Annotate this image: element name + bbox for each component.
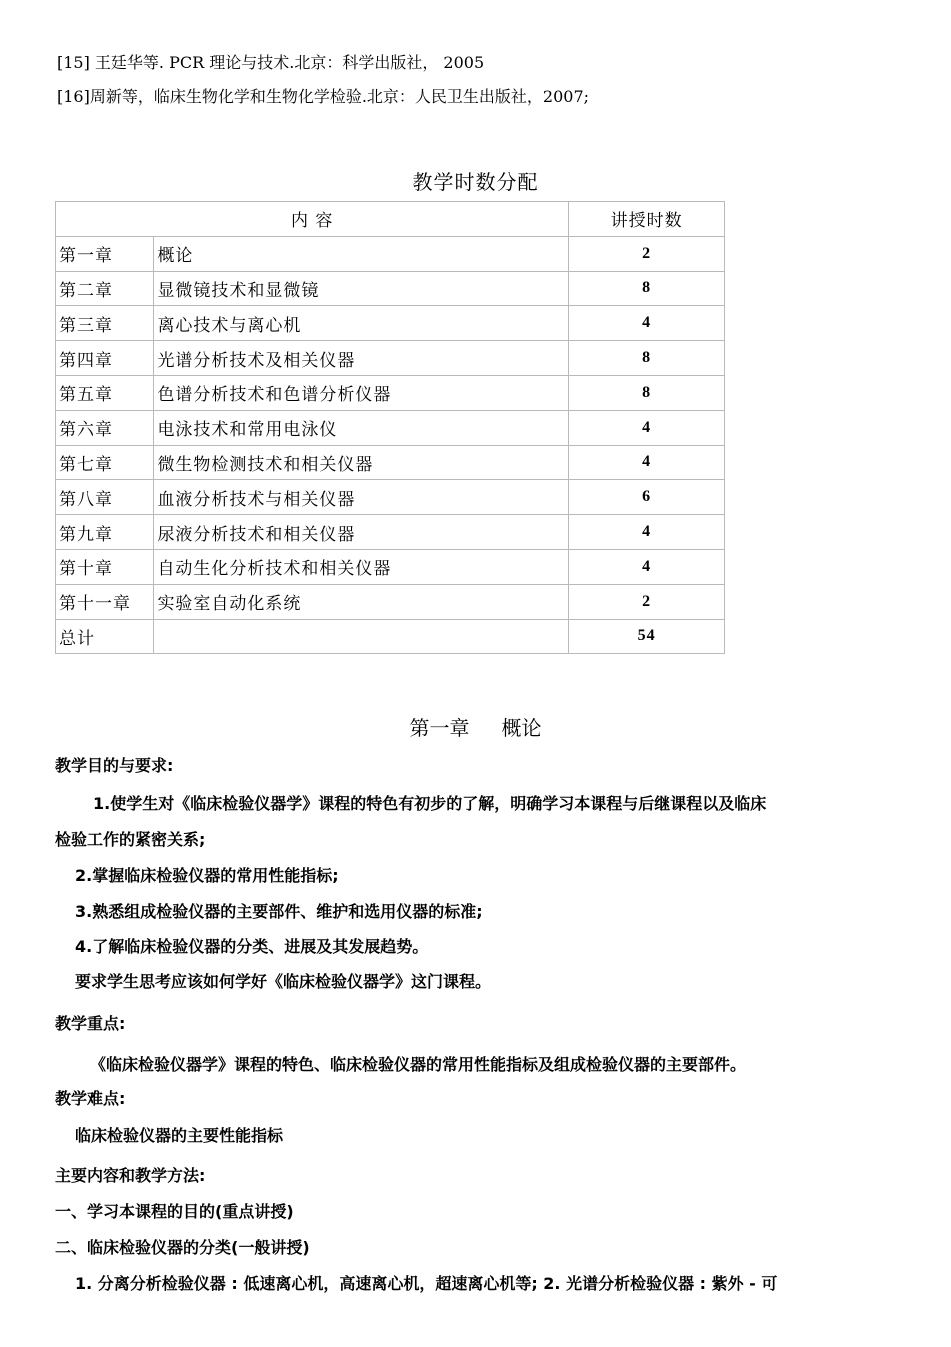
hours-cell: 4 — [569, 306, 725, 341]
hours-cell: 4 — [569, 549, 725, 584]
hours-cell: 6 — [569, 480, 725, 515]
topic-cell: 实验室自动化系统 — [154, 584, 569, 619]
goal-5: 要求学生思考应该如何学好《临床检验仪器学》这门课程。 — [75, 972, 492, 991]
topic-cell: 概论 — [154, 236, 569, 271]
topic-cell: 血液分析技术与相关仪器 — [154, 480, 569, 515]
hours-cell: 8 — [569, 271, 725, 306]
goal-3: 3.熟悉组成检验仪器的主要部件、维护和选用仪器的标准; — [75, 902, 483, 921]
chapter-cell: 第十章 — [56, 549, 154, 584]
chapter-cell: 第十一章 — [56, 584, 154, 619]
table-row — [56, 445, 725, 480]
header-hours: 讲授时数 — [569, 202, 725, 237]
goals-heading: 教学目的与要求: — [55, 756, 174, 775]
methods-heading: 主要内容和教学方法: — [55, 1166, 206, 1185]
topic-cell: 微生物检测技术和相关仪器 — [154, 445, 569, 480]
hours-cell: 2 — [569, 236, 725, 271]
hours-cell: 4 — [569, 445, 725, 480]
chapter-cell: 第六章 — [56, 410, 154, 445]
table-row — [56, 306, 725, 341]
allocation-table-title: 教学时数分配 — [412, 170, 539, 194]
chapter-cell: 第三章 — [56, 306, 154, 341]
chapter-cell: 第二章 — [56, 271, 154, 306]
chapter-title — [0, 712, 951, 741]
topic-cell: 尿液分析技术和相关仪器 — [154, 515, 569, 550]
hours-cell: 8 — [569, 375, 725, 410]
section-1-heading: 一、学习本课程的目的(重点讲授) — [55, 1202, 294, 1221]
topic-cell: 光谱分析技术及相关仪器 — [154, 341, 569, 376]
difficulties-text: 临床检验仪器的主要性能指标 — [75, 1126, 284, 1145]
total-label-cell: 总计 — [56, 619, 154, 654]
header-content: 内 容 — [56, 202, 569, 237]
goal-2: 2.掌握临床检验仪器的常用性能指标; — [75, 866, 339, 885]
table-row — [56, 375, 725, 410]
difficulties-heading: 教学难点: — [55, 1089, 126, 1108]
chapter-cell: 第七章 — [56, 445, 154, 480]
goal-1-line-2: 检验工作的紧密关系; — [55, 830, 206, 849]
chapter-cell: 第八章 — [56, 480, 154, 515]
table-row — [56, 480, 725, 515]
topic-cell: 离心技术与离心机 — [154, 306, 569, 341]
chapter-name: 概论 — [501, 716, 542, 740]
hours-cell: 2 — [569, 584, 725, 619]
topic-cell: 电泳技术和常用电泳仪 — [154, 410, 569, 445]
chapter-cell: 第一章 — [56, 236, 154, 271]
chapter-cell: 第九章 — [56, 515, 154, 550]
allocation-table — [55, 201, 725, 654]
table-row — [56, 549, 725, 584]
topic-cell — [154, 619, 569, 654]
topic-cell: 自动生化分析技术和相关仪器 — [154, 549, 569, 584]
reference-16: [16]周新等，临床生物化学和生物化学检验.北京：人民卫生出版社，2007; — [57, 87, 590, 106]
key-points-text: 《临床检验仪器学》课程的特色、临床检验仪器的常用性能指标及组成检验仪器的主要部件。 — [90, 1055, 747, 1074]
table-row — [56, 410, 725, 445]
table-row — [56, 236, 725, 271]
hours-cell: 4 — [569, 515, 725, 550]
hours-cell: 4 — [569, 410, 725, 445]
chapter-cell: 第四章 — [56, 341, 154, 376]
topic-cell: 显微镜技术和显微镜 — [154, 271, 569, 306]
hours-cell: 8 — [569, 341, 725, 376]
chapter-number: 第一章 — [409, 716, 470, 740]
table-row — [56, 515, 725, 550]
chapter-cell: 第五章 — [56, 375, 154, 410]
table-header-row — [56, 202, 725, 237]
goal-1-line-1: 1.使学生对《临床检验仪器学》课程的特色有初步的了解，明确学习本课程与后继课程以及临床 — [93, 794, 767, 813]
goal-4: 4.了解临床检验仪器的分类、进展及其发展趋势。 — [75, 937, 429, 956]
table-row — [56, 271, 725, 306]
table-row — [56, 584, 725, 619]
key-points-heading: 教学重点: — [55, 1014, 126, 1033]
section-2-heading: 二、临床检验仪器的分类(一般讲授) — [55, 1238, 310, 1257]
table-row — [56, 341, 725, 376]
section-2-text: 1. 分离分析检验仪器 : 低速离心机，高速离心机，超速离心机等; 2. 光谱分析检验仪器 : 紫外 - 可 — [75, 1274, 778, 1293]
total-hours-cell: 54 — [569, 619, 725, 654]
reference-15: [15] 王廷华等. PCR 理论与技术.北京：科学出版社， 2005 — [57, 53, 485, 72]
table-total-row — [56, 619, 725, 654]
topic-cell: 色谱分析技术和色谱分析仪器 — [154, 375, 569, 410]
